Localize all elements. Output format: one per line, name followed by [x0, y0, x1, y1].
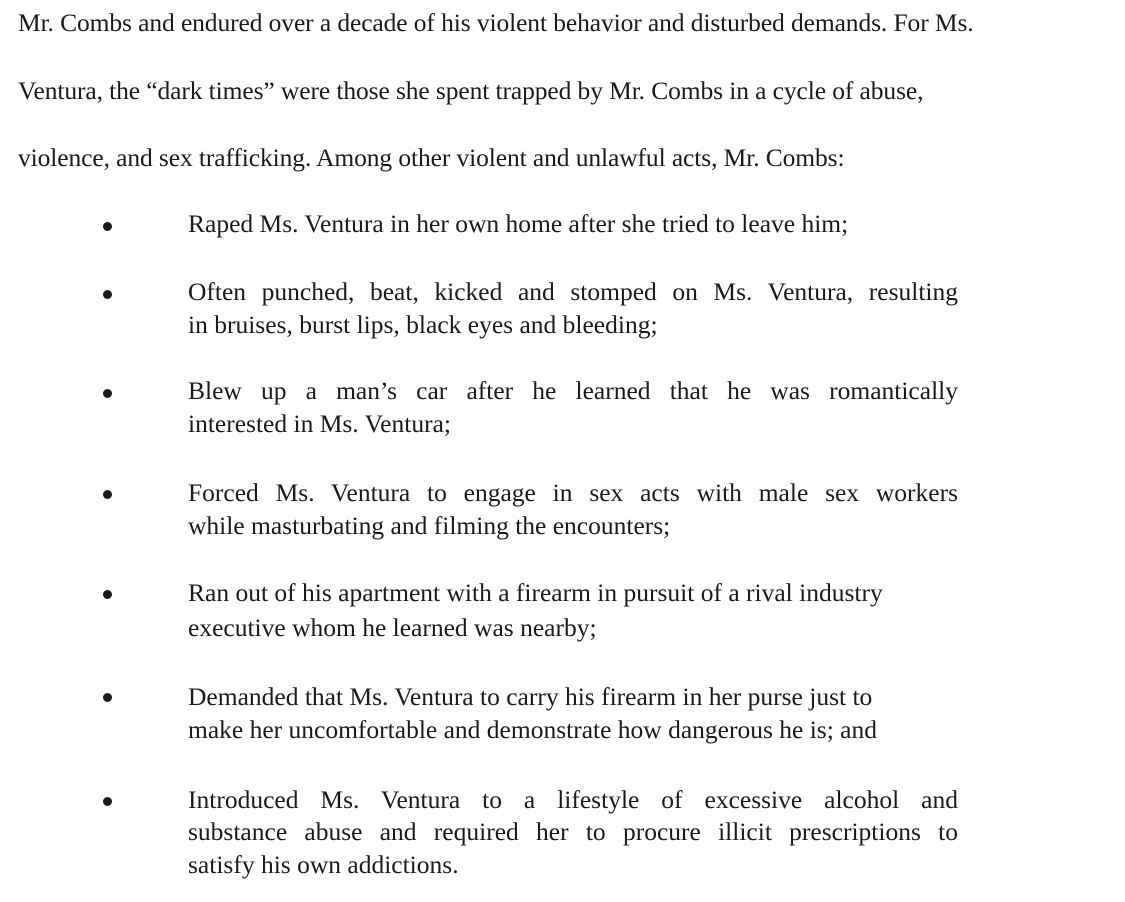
bullet-item-line: while masturbating and filming the encounters; [188, 511, 671, 540]
bullet-item-line: substance abuse and required her to procure illicit prescriptions to [188, 817, 958, 846]
bullet-item-line: make her uncomfortable and demonstrate how dangerous he is; and [188, 715, 877, 744]
paragraph-line: violence, and sex trafficking. Among other violent and unlawful acts, Mr. Combs: [18, 143, 845, 172]
bullet-item-line: in bruises, burst lips, black eyes and bleeding; [188, 310, 658, 339]
paragraph-line: Ventura, the “dark times” were those she spent trapped by Mr. Combs in a cycle of abuse, [18, 76, 924, 105]
bullet-item-line: Often punched, beat, kicked and stomped on Ms. Ventura, resulting [188, 277, 958, 306]
bullet-icon [103, 590, 112, 599]
bullet-item-line: Forced Ms. Ventura to engage in sex acts with male sex workers [188, 478, 958, 507]
paragraph-line: Mr. Combs and endured over a decade of his violent behavior and disturbed demands. For Ms. [18, 8, 974, 37]
bullet-item-line: Ran out of his apartment with a firearm in pursuit of a rival industry [188, 578, 883, 607]
bullet-icon [103, 290, 112, 299]
bullet-icon [103, 693, 112, 702]
bullet-item-line: satisfy his own addictions. [188, 850, 459, 879]
bullet-item-line: Demanded that Ms. Ventura to carry his firearm in her purse just to [188, 682, 873, 711]
bullet-item-line: interested in Ms. Ventura; [188, 409, 451, 438]
bullet-icon [103, 797, 112, 806]
bullet-icon [103, 389, 112, 398]
bullet-icon [103, 222, 112, 231]
bullet-item-line: Raped Ms. Ventura in her own home after she tried to leave him; [188, 209, 849, 238]
bullet-item-line: Blew up a man’s car after he learned that he was romantically [188, 376, 958, 405]
bullet-item-line: Introduced Ms. Ventura to a lifestyle of excessive alcohol and [188, 785, 958, 814]
bullet-item-line: executive whom he learned was nearby; [188, 613, 597, 642]
bullet-icon [103, 490, 112, 499]
